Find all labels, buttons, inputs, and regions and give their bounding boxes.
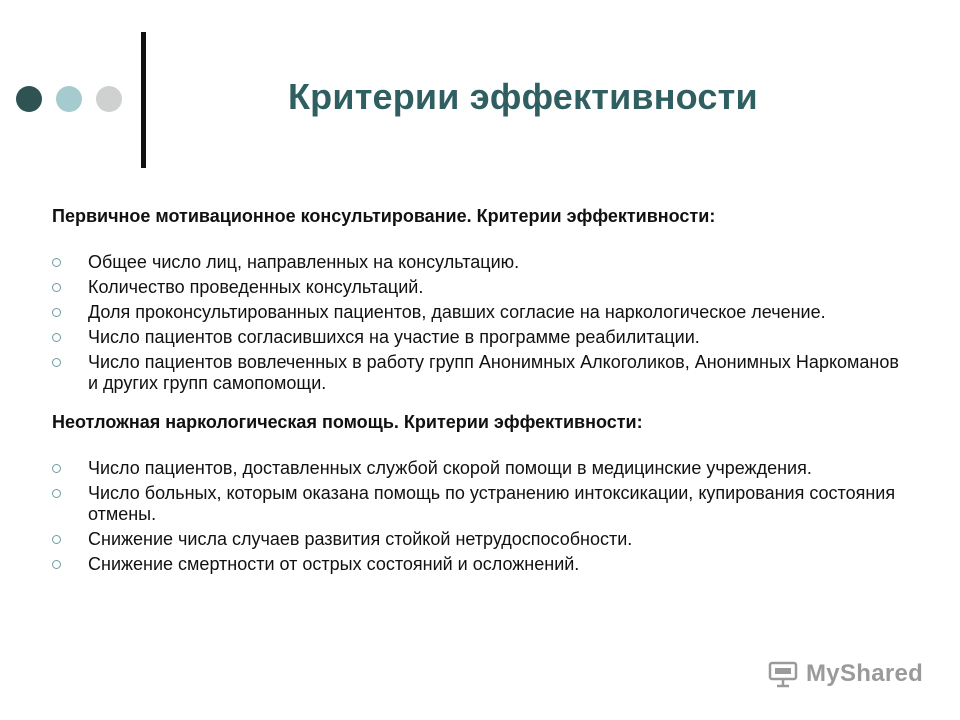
criteria-list [52,252,912,394]
list-item-text: Общее число лиц, направленных на консультацию. [88,252,520,272]
list-item-text: Число пациентов, доставленных службой скорой помощи в медицинские учреждения. [88,458,812,478]
title-divider [141,32,146,168]
list-item [52,483,912,525]
decor-dot-dark [16,86,42,112]
presentation-board-icon [768,660,798,688]
decor-dot-light [56,86,82,112]
list-item [52,252,912,273]
bullet-icon [52,308,61,317]
bullet-icon [52,283,61,292]
list-item [52,277,912,298]
list-item [52,458,912,479]
bullet-icon [52,464,61,473]
section-heading: Первичное мотивационное консультирование. Критерии эффективности: [52,206,716,226]
list-item [52,529,912,550]
bullet-icon [52,560,61,569]
bullet-icon [52,258,61,267]
bullet-icon [52,535,61,544]
bullet-icon [52,333,61,342]
list-item-text: Доля проконсультированных пациентов, давших согласие на наркологическое лечение. [88,302,826,322]
bullet-icon [52,489,61,498]
slide-content [52,204,912,579]
criteria-list [52,458,912,575]
section-heading: Неотложная наркологическая помощь. Критерии эффективности: [52,412,643,432]
watermark-logo [768,660,923,688]
list-item [52,554,912,575]
list-item [52,327,912,348]
list-item-text: Количество проведенных консультаций. [88,277,424,297]
decor-dot-gray [96,86,122,112]
slide-title: Критерии эффективности [288,76,758,117]
list-item [52,352,912,394]
list-item-text: Снижение смертности от острых состояний и осложнений. [88,554,580,574]
list-item-text: Число пациентов согласившихся на участие в программе реабилитации. [88,327,700,347]
list-item-text: Снижение числа случаев развития стойкой нетрудоспособности. [88,529,633,549]
list-item [52,302,912,323]
section-primary-consulting [52,204,912,394]
watermark-text: MyShared [806,660,924,687]
list-item-text: Число больных, которым оказана помощь по устранению интоксикации, купирования состояния отмены. [88,483,896,524]
section-emergency-care [52,410,912,575]
bullet-icon [52,358,61,367]
list-item-text: Число пациентов вовлеченных в работу групп Анонимных Алкоголиков, Анонимных Наркоманов и других групп самопомощи. [88,352,899,393]
